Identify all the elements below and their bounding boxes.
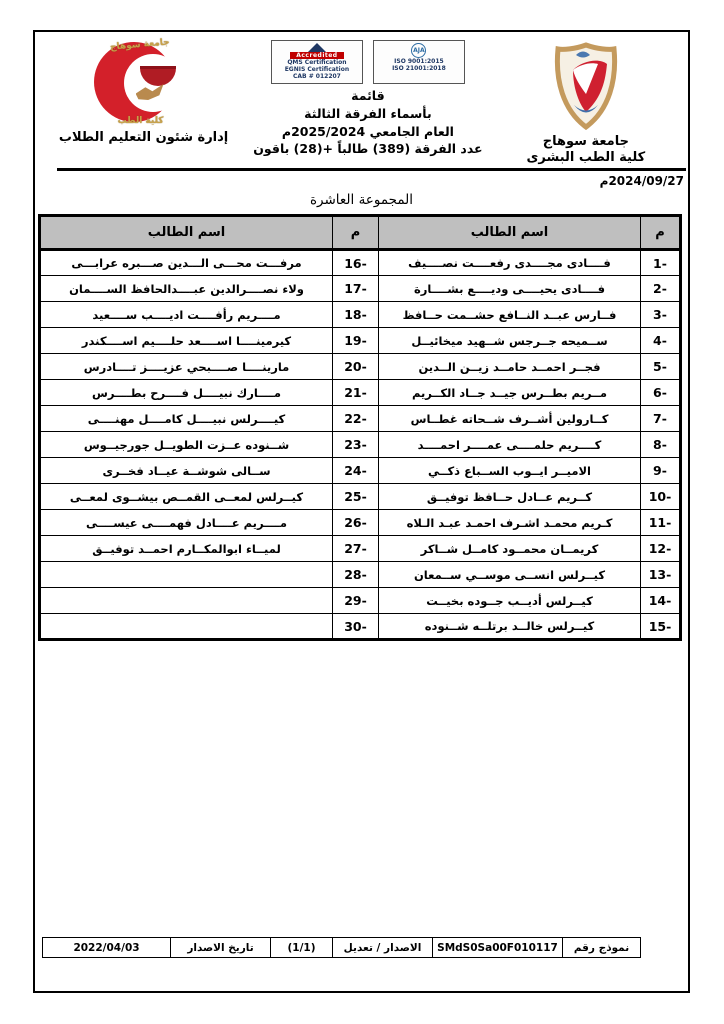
row-number: 2- xyxy=(641,276,681,302)
row-number: 21- xyxy=(333,380,379,406)
student-name-cell: ســالى شوشــة عيــاد فخــرى xyxy=(40,458,333,484)
row-number: 22- xyxy=(333,406,379,432)
row-number: 30- xyxy=(333,614,379,640)
list-title xyxy=(253,87,482,158)
title-block xyxy=(246,38,490,170)
student-name-cell: مــــارك نبيــــل فــــرح بطــــرس xyxy=(40,380,333,406)
row-number: 14- xyxy=(641,588,681,614)
row-number: 12- xyxy=(641,536,681,562)
student-name-cell: كيــــرلس نبيــــل كامــــل مهنــــى xyxy=(40,406,333,432)
student-name-cell: مارينــــا صــــبحي عزيــــز تــــادرس xyxy=(40,354,333,380)
egac-line3: CAB # 012207 xyxy=(292,73,341,80)
logo-bottom-text: كلية الطب xyxy=(117,116,164,126)
student-name-cell: ولاء نصــــرالدين عبــــدالحافظ الســــمان xyxy=(40,276,333,302)
issue-date-value: 2022/04/03 xyxy=(43,938,171,958)
page-border-frame xyxy=(33,30,690,993)
document-date: 2024/09/27م xyxy=(599,174,684,188)
accredited-banner: Accredited xyxy=(290,52,343,59)
table-header-row xyxy=(40,216,681,250)
egac-pyramid-icon xyxy=(308,43,326,52)
table-row xyxy=(40,510,681,536)
row-number: 16- xyxy=(333,250,379,276)
student-name-cell: كيــرلس انســى موســي ســمعان xyxy=(379,562,641,588)
table-row xyxy=(40,302,681,328)
row-number: 3- xyxy=(641,302,681,328)
student-name-cell xyxy=(40,588,333,614)
student-name-cell: فــــادى مجــــدى رفعــــت نصــــيف xyxy=(379,250,641,276)
header-divider xyxy=(57,168,686,171)
row-number: 4- xyxy=(641,328,681,354)
student-name-cell: كيــرلس لمعــى القمــص بيشــوى لمعــى xyxy=(40,484,333,510)
table-row xyxy=(40,458,681,484)
col-header-name-left: اسم الطالب xyxy=(40,216,333,250)
title-line-2: بأسماء الفرقة الثالثة xyxy=(304,105,432,121)
form-no-label: نموذج رقم xyxy=(563,938,641,958)
row-number: 29- xyxy=(333,588,379,614)
student-name-cell: مــــريم عــــادل فهمــــى عيســــى xyxy=(40,510,333,536)
row-number: 9- xyxy=(641,458,681,484)
row-number: 8- xyxy=(641,432,681,458)
egac-accreditation-badge xyxy=(271,40,363,84)
department-name: إدارة شئون التعليم الطلاب xyxy=(58,130,229,145)
issue-date-label: تاريخ الاصدار xyxy=(171,938,271,958)
title-line-3: العام الجامعي 2025/2024م xyxy=(281,123,454,139)
row-number: 1- xyxy=(641,250,681,276)
student-name-cell: فــارس عبــد النــافع حشــمت حــافظ xyxy=(379,302,641,328)
table-row xyxy=(40,588,681,614)
student-name-cell: فجــر احمــد حامــد زيــن الــدين xyxy=(379,354,641,380)
row-number: 28- xyxy=(333,562,379,588)
form-no-value: SMdS0Sa00F010117 xyxy=(433,938,563,958)
issue-value: (1/1) xyxy=(271,938,333,958)
aja-iso-badge xyxy=(373,40,465,84)
issue-label: الاصدار / تعديل xyxy=(333,938,433,958)
students-table xyxy=(38,214,682,641)
student-name-cell: كــــريم حلمــــى عمــــر احمــــد xyxy=(379,432,641,458)
col-header-num-left: م xyxy=(333,216,379,250)
student-name-cell: كــارولين أشــرف شــحاته غطــاس xyxy=(379,406,641,432)
student-name-cell xyxy=(40,562,333,588)
row-number: 27- xyxy=(333,536,379,562)
table-row xyxy=(40,432,681,458)
student-name-cell: شــنوده عــزت الطويــل جورجيــوس xyxy=(40,432,333,458)
row-number: 15- xyxy=(641,614,681,640)
logo-top-text: جامعة سوهاج xyxy=(109,37,170,53)
row-number: 19- xyxy=(333,328,379,354)
student-name-cell: كـريم محمـد اشـرف احمـد عبـد الـلاه xyxy=(379,510,641,536)
iso-line2: ISO 21001:2018 xyxy=(392,65,446,72)
table-row xyxy=(40,276,681,302)
row-number: 20- xyxy=(333,354,379,380)
table-row xyxy=(40,250,681,276)
student-name-cell: فــــادى يحيــــى وديــــع بشــــارة xyxy=(379,276,641,302)
row-number: 24- xyxy=(333,458,379,484)
form-info-row xyxy=(43,938,641,958)
aja-globe-icon: AJA xyxy=(411,43,426,58)
department-block xyxy=(41,38,246,170)
table-row xyxy=(40,614,681,640)
row-number: 25- xyxy=(333,484,379,510)
student-name-cell xyxy=(40,614,333,640)
table-row xyxy=(40,380,681,406)
row-number: 5- xyxy=(641,354,681,380)
table-row xyxy=(40,328,681,354)
row-number: 10- xyxy=(641,484,681,510)
table-row xyxy=(40,354,681,380)
student-name-cell: كــريم عــادل حــافظ توفيــق xyxy=(379,484,641,510)
row-number: 11- xyxy=(641,510,681,536)
title-line-4: عدد الفرقة (389) طالباً +(28) باقون xyxy=(253,141,483,157)
egac-line1: QMS Certification xyxy=(287,59,347,66)
row-number: 18- xyxy=(333,302,379,328)
row-number: 7- xyxy=(641,406,681,432)
faculty-name: كلية الطب البشرى xyxy=(526,150,646,166)
title-line-1: قائمة xyxy=(351,88,385,103)
student-name-cell: كيــرلس خالــد برتلــه شــنوده xyxy=(379,614,641,640)
row-number: 13- xyxy=(641,562,681,588)
table-row xyxy=(40,484,681,510)
iso-line1: ISO 9001:2015 xyxy=(394,58,444,65)
row-number: 6- xyxy=(641,380,681,406)
col-header-name-right: اسم الطالب xyxy=(379,216,641,250)
student-name-cell: كيــرلس أديــب جــوده بخيــت xyxy=(379,588,641,614)
egac-line2: EGNIS Certification xyxy=(284,66,350,73)
faculty-crescent-logo xyxy=(84,37,204,126)
student-name-cell: مرفـــت محـــى الـــدين صـــبره عرابـــى xyxy=(40,250,333,276)
document-header xyxy=(41,38,682,170)
row-number: 23- xyxy=(333,432,379,458)
student-name-cell: مــــريم رأفــــت اديــــب ســــعيد xyxy=(40,302,333,328)
university-block xyxy=(490,38,682,170)
student-name-cell: مــريم بطــرس جيــد جــاد الكــريم xyxy=(379,380,641,406)
table-row xyxy=(40,536,681,562)
col-header-num-right: م xyxy=(641,216,681,250)
student-name-cell: كريمــان محمــود كامــل شــاكر xyxy=(379,536,641,562)
student-name-cell: لميــاء ابوالمكــارم احمــد توفيــق xyxy=(40,536,333,562)
student-name-cell: كيرمينــــا اســــعد حلــــيم اســــكندر xyxy=(40,328,333,354)
group-title: المجموعة العاشرة xyxy=(309,192,414,208)
table-row xyxy=(40,562,681,588)
student-name-cell: ســميحه جــرجس شــهيد ميخائيــل xyxy=(379,328,641,354)
row-number: 17- xyxy=(333,276,379,302)
shield-icon xyxy=(553,42,619,130)
student-name-cell: الاميــر ايــوب الســباع ذكــي xyxy=(379,458,641,484)
accreditation-logos xyxy=(271,40,465,84)
table-row xyxy=(40,406,681,432)
university-shield-logo xyxy=(553,42,619,134)
university-name: جامعة سوهاج xyxy=(542,134,629,149)
row-number: 26- xyxy=(333,510,379,536)
form-info-table xyxy=(42,937,641,958)
